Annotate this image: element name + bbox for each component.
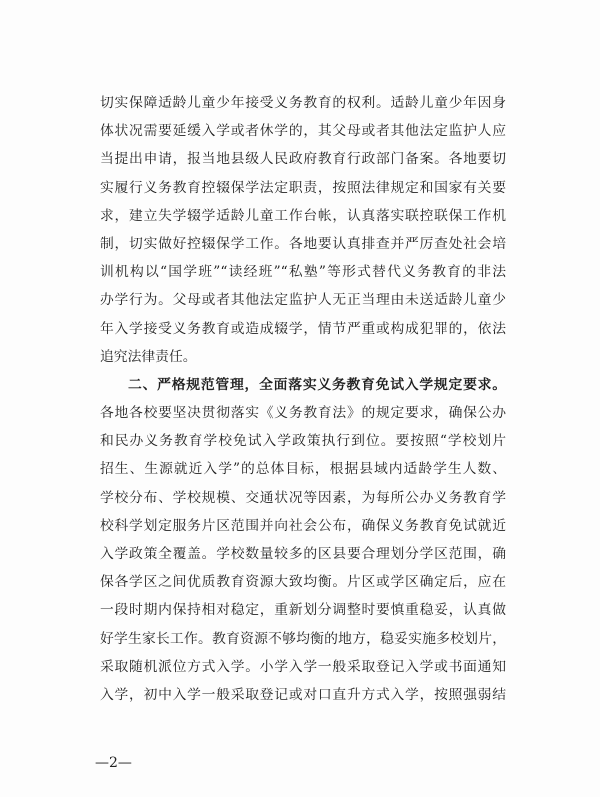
text-line: 入学政策全覆盖。学校数量较多的区县要合理划分学区范围，确 (100, 546, 506, 562)
text-line: 和民办义务教育学校免试入学政策执行到位。要按照“学校划片 (100, 433, 506, 450)
text-line: 切实保障适龄儿童少年接受义务教育的权利。适龄儿童少年因身 (100, 95, 506, 111)
text-line: 训机构以“国学班”“读经班”“私塾”等形式替代义务教育的非法 (100, 264, 506, 281)
text-line: 体状况需要延缓入学或者休学的，其父母或者其他法定监护人应 (100, 123, 506, 140)
text-line: 好学生家长工作。教育资源不够均衡的地方，稳妥实施多校划片， (100, 630, 506, 647)
text-line: 保各学区之间优质教育资源大致均衡。片区或学区确定后，应在 (100, 574, 506, 591)
text-line: 求，建立失学辍学适龄儿童工作台帐，认真落实联控联保工作机 (100, 207, 506, 224)
text-line: 校科学划定服务片区范围并向社会公布，确保义务教育免试就近 (100, 517, 506, 534)
text-line: 一段时期内保持相对稳定，重新划分调整时要慎重稳妥，认真做 (100, 602, 506, 619)
text-line: 入学，初中入学一般采取登记或对口直升方式入学，按照强弱结 (100, 686, 506, 703)
paragraph-1 (100, 89, 506, 371)
text-line: 各地各校要坚决贯彻落实《义务教育法》的规定要求，确保公办 (100, 405, 506, 422)
text-line: 采取随机派位方式入学。小学入学一般采取登记入学或书面通知 (100, 658, 506, 675)
page-number: —2— (95, 755, 132, 771)
text-line: 年入学接受义务教育或造成辍学，情节严重或构成犯罪的，依法 (100, 320, 506, 337)
text-line: 制，切实做好控辍保学工作。各地要认真排查并严厉查处社会培 (100, 235, 506, 252)
text-line: 实履行义务教育控辍保学法定职责，按照法律规定和国家有关要 (100, 179, 506, 196)
text-line: 招生、生源就近入学”的总体目标，根据县域内适龄学生人数、 (100, 461, 506, 478)
text-line: 办学行为。父母或者其他法定监护人无正当理由未送适龄儿童少 (100, 292, 506, 309)
text-line: 当提出申请，报当地县级人民政府教育行政部门备案。各地要切 (100, 151, 506, 168)
section-heading: 二、严格规范管理，全面落实义务教育免试入学规定要求。 (128, 376, 506, 393)
paragraph-2 (100, 399, 506, 709)
document-body (100, 89, 506, 709)
text-line: 学校分布、学校规模、交通状况等因素，为每所公办义务教育学 (100, 489, 506, 506)
text-line: 追究法律责任。 (100, 348, 197, 365)
